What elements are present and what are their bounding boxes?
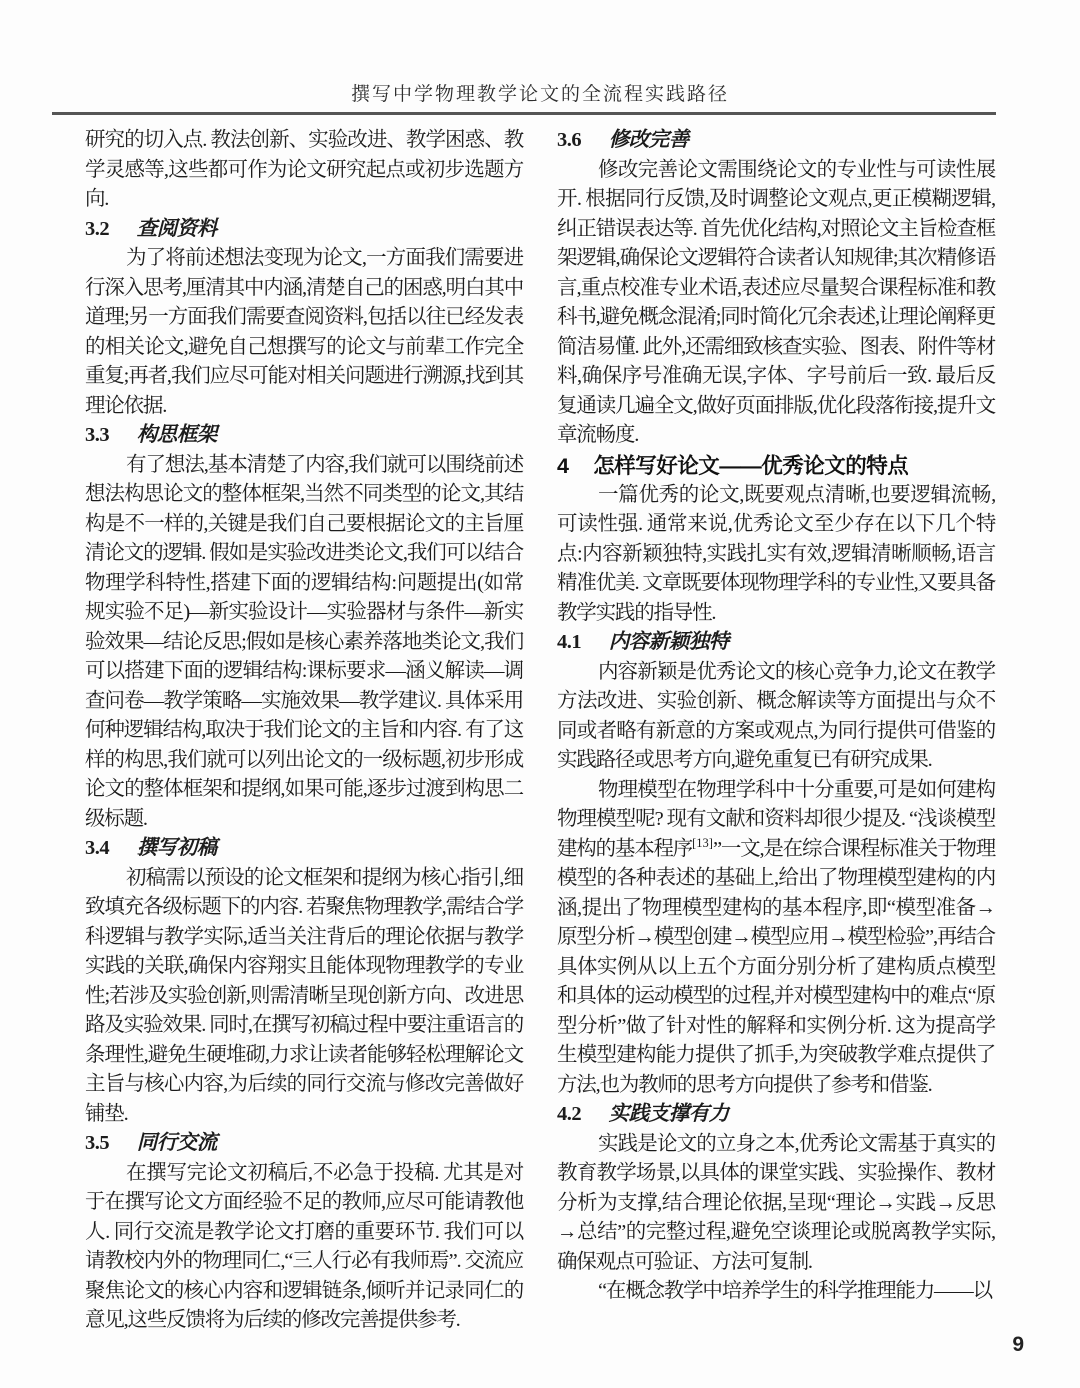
paragraph: 实践是论文的立身之本,优秀论文需基于真实的教育教学场景,以具体的课堂实践、实验操作、教材分析为支撑,结合理论依据,呈现“理论→实践→反思→总结”的完整过程,避免空谈理论或脱离教学实际,确保观点可验证、方法可复制. [557, 1132, 995, 1273]
section-number: 4.2 [557, 1103, 582, 1125]
section-heading-4-2 [557, 1100, 995, 1130]
section-title: 内容新颖独特 [608, 631, 729, 653]
section-heading-3-3 [85, 421, 523, 451]
section-heading-4-1 [557, 628, 995, 658]
section-title: 构思框架 [136, 424, 217, 446]
header-rule [52, 112, 996, 115]
paragraph-continuation: 研究的切入点. 教法创新、实验改进、教学困惑、教学灵感等,这些都可作为论文研究起点或初步选题方向. [85, 129, 523, 210]
section-heading-3-2 [85, 215, 523, 245]
section-number: 4 [557, 453, 569, 478]
section-number: 3.5 [85, 1132, 110, 1154]
section-number: 3.3 [85, 424, 110, 446]
section-number: 3.2 [85, 217, 110, 240]
paragraph-text: 物理模型在物理学科中十分重要,可是如何建构物理模型呢? 现有文献和资料却很少提及. “浅谈模型建构的基本程序 [557, 778, 995, 860]
paragraph: 一篇优秀的论文,既要观点清晰,也要逻辑流畅,可读性强. 通常来说,优秀论文至少存在以下几个特点:内容新颖独特,实践扎实有效,逻辑清晰顺畅,语言精准优美. 文章既要体现物理学科的专业性,又要具备教学实践的指导性. [557, 483, 995, 624]
section-title: 怎样写好论文——优秀论文的特点 [593, 453, 909, 478]
section-title: 撰写初稿 [136, 837, 217, 859]
paragraph-text: ”一文,是在综合课程标准关于物理模型的各种表述的基础上,给出了物理模型建构的内涵,提出了物理模型建构的基本程序,即“模型准备→原型分析→模型创建→模型应用→模型检验”,再结合具体实例从以上五个方面分别分析了建构质点模型和具体的运动模型的过程,并对模型建构中的难点“原型分析”做了针对性的解释和实例分析. 这为提高学生模型建构能力提供了抓手,为突破教学难点提供了方法,也为教师的思考方向提供了参考和借鉴. [557, 837, 995, 1096]
page-number: 9 [1012, 1333, 1024, 1356]
paragraph-continuation-next-page: “在概念教学中培养学生的科学推理能力——以 [598, 1280, 992, 1302]
section-heading-3-6 [557, 126, 995, 156]
section-number: 3.4 [85, 837, 110, 859]
paragraph: 初稿需以预设的论文框架和提纲为核心指引,细致填充各级标题下的内容. 若聚焦物理教学,需结合学科逻辑与教学实际,适当关注背后的理论依据与教学实践的关联,确保内容翔实且能体现物理教学的专业性;若涉及实验创新,则需清晰呈现创新方向、改进思路及实验效果. 同时,在撰写初稿过程中要注重语言的条理性,避免生硬堆砌,力求让读者能够轻松理解论文主旨与核心内容,为后续的同行交流与修改完善做好铺垫. [85, 866, 523, 1125]
paragraph-with-citation [557, 776, 995, 1101]
paragraph: 有了想法,基本清楚了内容,我们就可以围绕前述想法构思论文的整体框架,当然不同类型的论文,其结构是不一样的,关键是我们自己要根据论文的主旨厘清论文的逻辑. 假如是实验改进类论文,我们可以结合物理学科特性,搭建下面的逻辑结构:问题提出(如常规实验不足)—新实验设计—实验器材与条件—新实验效果—结论反思;假如是核心素养落地类论文,我们可以搭建下面的逻辑结构:课标要求—涵义解读—调查问卷—教学策略—实施效果—教学建议. 具体采用何种逻辑结构,取决于我们论文的主旨和内容. 有了这样的构思,我们就可以列出论文的一级标题,初步形成论文的整体框架和提纲,如果可能,逐步过渡到构思二级标题. [85, 453, 523, 830]
paragraph: 在撰写完论文初稿后,不必急于投稿. 尤其是对于在撰写论文方面经验不足的教师,应尽可能请教他人. 同行交流是教学论文打磨的重要环节. 我们可以请教校内外的物理同仁,“三人行必有我师焉”. 交流应聚焦论文的核心内容和逻辑链条,倾听并记录同仁的意见,这些反馈将为后续的修改完善提供参考. [85, 1161, 523, 1331]
citation-ref-13: [13] [692, 835, 713, 850]
section-heading-4 [557, 451, 995, 481]
paragraph: 内容新颖是优秀论文的核心竞争力,论文在教学方法改进、实验创新、概念解读等方面提出与众不同或者略有新意的方案或观点,为同行提供可借鉴的实践路径或思考方向,避免重复已有研究成果. [557, 660, 995, 771]
paragraph: 为了将前述想法变现为论文,一方面我们需要进行深入思考,厘清其中内涵,清楚自己的困惑,明白其中道理;另一方面我们需要查阅资料,包括以往已经发表的相关论文,避免自己想撰写的论文与前辈工作完全重复;再者,我们应尽可能对相关问题进行溯源,找到其理论依据. [85, 247, 523, 417]
right-column [557, 126, 995, 1307]
section-heading-3-5 [85, 1129, 523, 1159]
section-title: 查阅资料 [136, 217, 217, 240]
running-head: 撰写中学物理教学论文的全流程实践路径 [350, 84, 729, 105]
section-heading-3-4 [85, 834, 523, 864]
section-title: 同行交流 [136, 1132, 217, 1154]
section-title: 实践支撑有力 [608, 1103, 729, 1125]
left-column [85, 126, 523, 1336]
section-title: 修改完善 [608, 129, 689, 151]
section-number: 4.1 [557, 631, 582, 653]
paragraph: 修改完善论文需围绕论文的专业性与可读性展开. 根据同行反馈,及时调整论文观点,更正模糊逻辑,纠正错误表达等. 首先优化结构,对照论文主旨检查框架逻辑,确保论文逻辑符合读者认知规律;其次精修语言,重点校准专业术语,表述应尽量契合课程标准和教科书,避免概念混淆;同时简化冗余表述,让理论阐释更简洁易懂. 此外,还需细致核查实验、图表、附件等材料,确保序号准确无误,字体、字号前后一致. 最后反复通读几遍全文,做好页面排版,优化段落衔接,提升文章流畅度. [557, 158, 995, 446]
section-number: 3.6 [557, 129, 582, 151]
